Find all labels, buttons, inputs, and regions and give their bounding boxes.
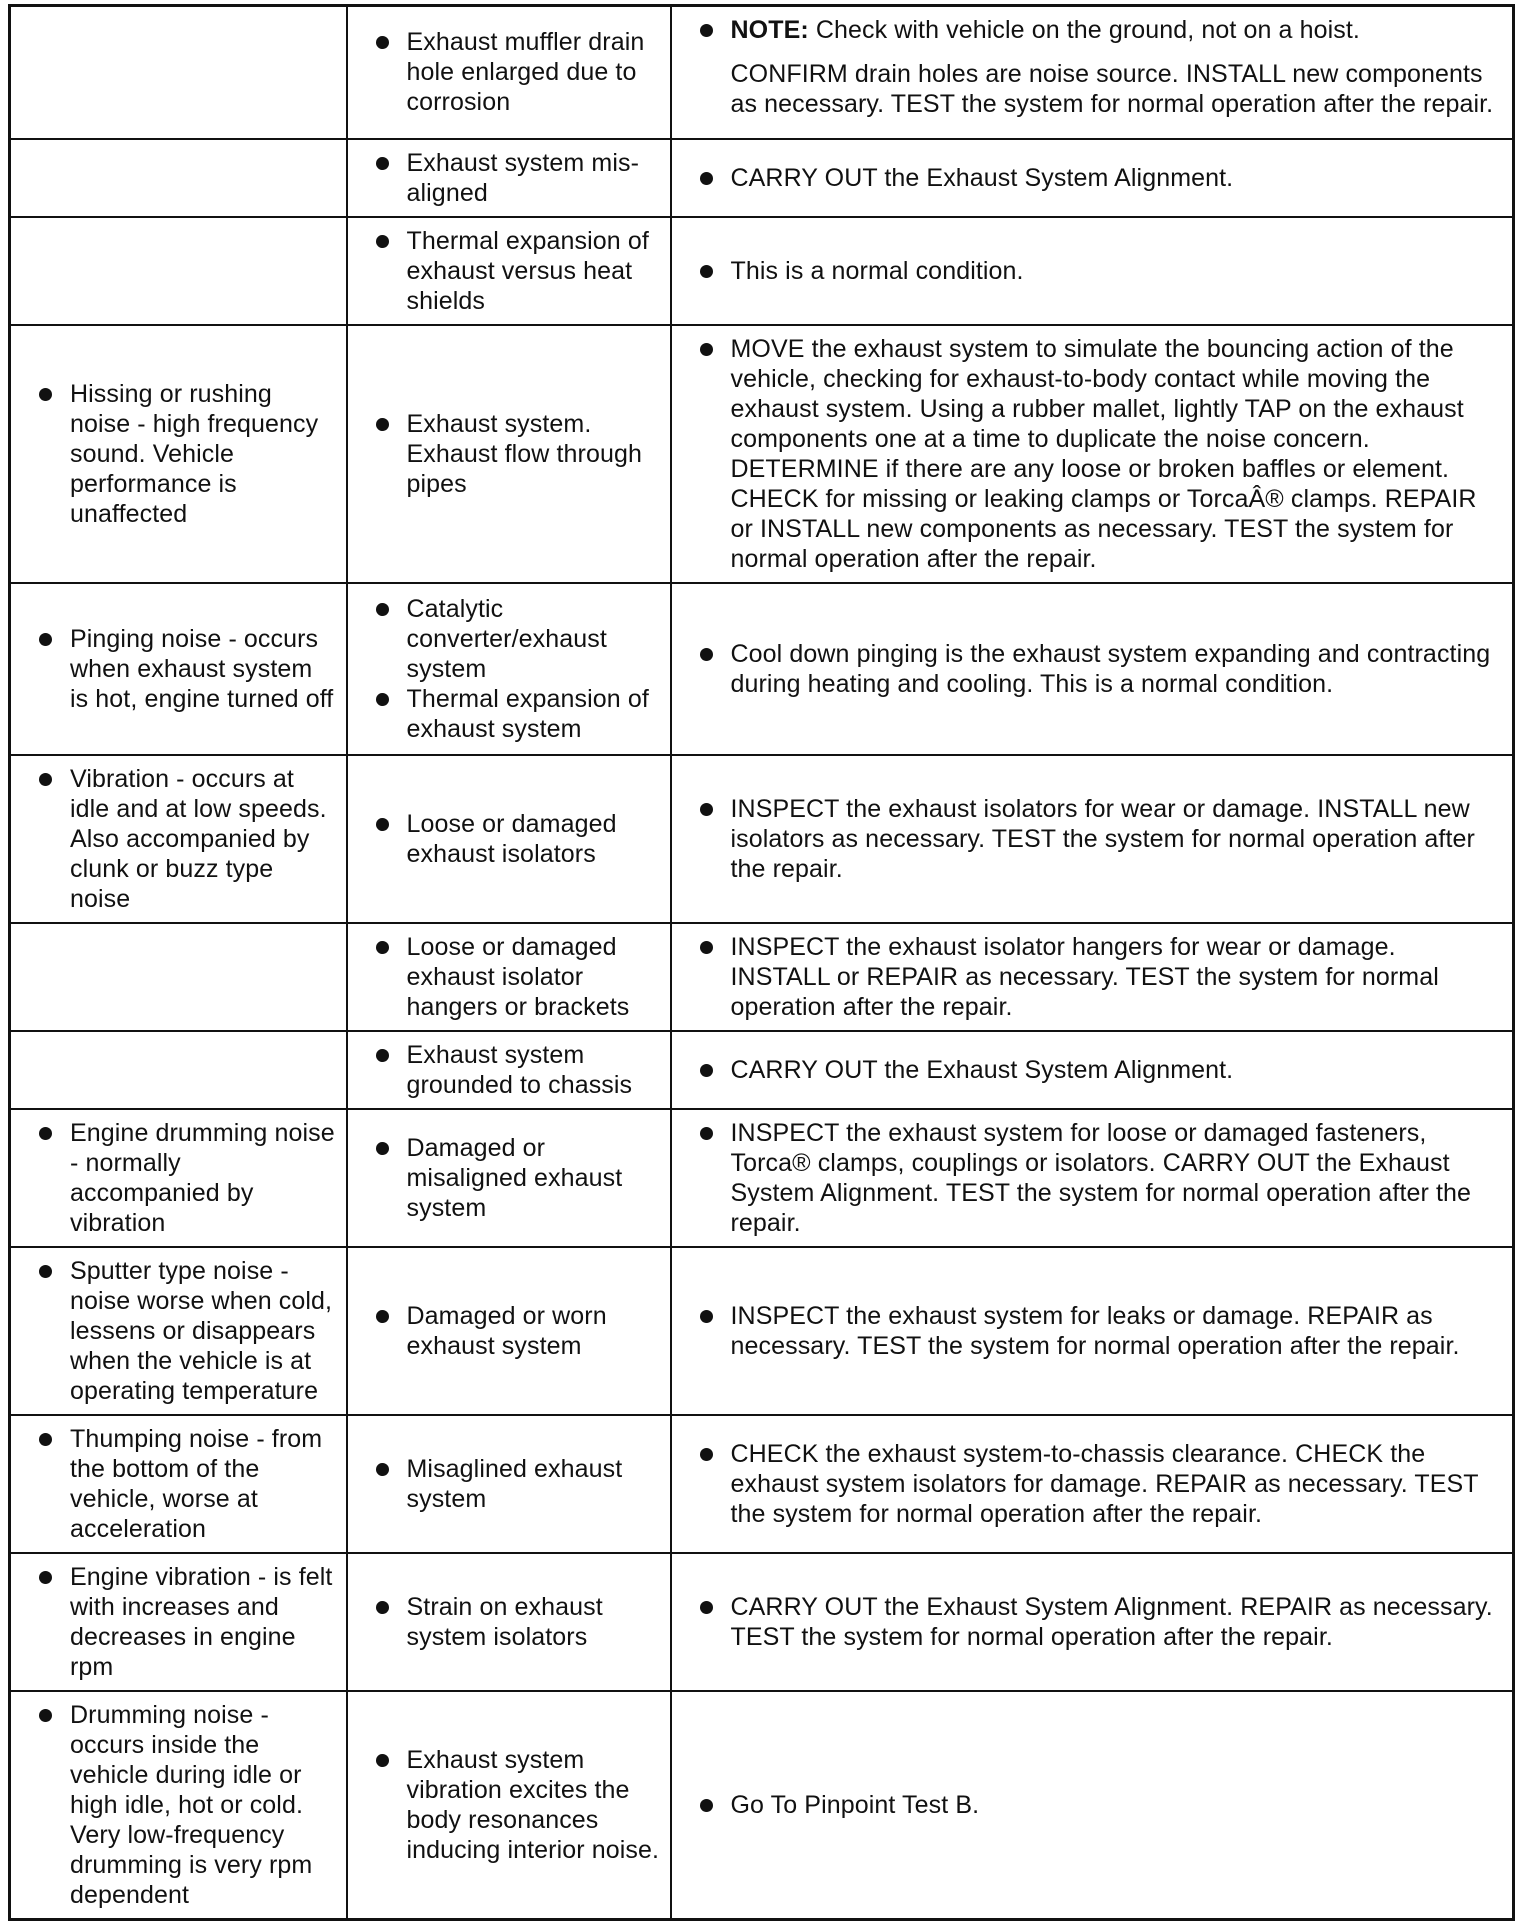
source-item: Loose or damaged exhaust isolator hangers or brackets (374, 932, 660, 1022)
diagnosis-table (8, 4, 1515, 1921)
source-cell (347, 325, 671, 583)
table-row (10, 217, 1514, 325)
symptom-item: Drumming noise - occurs inside the vehicle during idle or high idle, hot or cold. Very low-frequency drumming is very rpm dependent (37, 1700, 336, 1910)
action-item (698, 15, 1503, 119)
symptom-cell (10, 1691, 347, 1920)
source-item: Strain on exhaust system isolators (374, 1592, 660, 1652)
source-cell (347, 1553, 671, 1691)
source-item: Exhaust system grounded to chassis (374, 1040, 660, 1100)
action-cell (671, 923, 1514, 1031)
symptom-item: Pinging noise - occurs when exhaust system is hot, engine turned off (37, 624, 336, 714)
source-cell (347, 217, 671, 325)
source-cell (347, 1109, 671, 1247)
table-row (10, 923, 1514, 1031)
action-item: CARRY OUT the Exhaust System Alignment. (698, 1055, 1503, 1085)
table-row (10, 583, 1514, 755)
action-cell (671, 1247, 1514, 1415)
symptom-cell (10, 1031, 347, 1109)
source-cell (347, 1031, 671, 1109)
action-cell (671, 325, 1514, 583)
action-item: INSPECT the exhaust system for loose or damaged fasteners, Torca® clamps, couplings or isolators. CARRY OUT the Exhaust System Alignment. TEST the system for normal operation after the repair. (698, 1118, 1503, 1238)
table-row (10, 1247, 1514, 1415)
source-item: Thermal expansion of exhaust versus heat shields (374, 226, 660, 316)
symptom-cell (10, 755, 347, 923)
action-item: CARRY OUT the Exhaust System Alignment. (698, 163, 1503, 193)
action-item: Go To Pinpoint Test B. (698, 1790, 1503, 1820)
action-cell (671, 583, 1514, 755)
symptom-item: Engine drumming noise - normally accompanied by vibration (37, 1118, 336, 1238)
source-item: Exhaust system. Exhaust flow through pipes (374, 409, 660, 499)
source-cell (347, 139, 671, 217)
action-item: MOVE the exhaust system to simulate the bouncing action of the vehicle, checking for exhaust-to-body contact while moving the exhaust system. Using a rubber mallet, lightly TAP on the exhaust components one at a time to duplicate the noise concern. DETERMINE if there are any loose or broken baffles or element. CHECK for missing or leaking clamps or TorcaÂ® clamps. REPAIR or INSTALL new components as necessary. TEST the system for normal operation after the repair. (698, 334, 1503, 574)
action-item: CHECK the exhaust system-to-chassis clearance. CHECK the exhaust system isolators for damage. REPAIR as necessary. TEST the system for normal operation after the repair. (698, 1439, 1503, 1529)
table-row (10, 1031, 1514, 1109)
action-cell (671, 217, 1514, 325)
symptom-cell (10, 325, 347, 583)
symptom-cell (10, 1109, 347, 1247)
action-cell (671, 6, 1514, 139)
table-row (10, 1691, 1514, 1920)
table-row (10, 1415, 1514, 1553)
source-item: Misaglined exhaust system (374, 1454, 660, 1514)
table-row (10, 325, 1514, 583)
symptom-item: Vibration - occurs at idle and at low speeds. Also accompanied by clunk or buzz type noise (37, 764, 336, 914)
symptom-item: Engine vibration - is felt with increases and decreases in engine rpm (37, 1562, 336, 1682)
source-item: Damaged or misaligned exhaust system (374, 1133, 660, 1223)
action-cell (671, 1415, 1514, 1553)
source-cell (347, 1415, 671, 1553)
table-row (10, 1553, 1514, 1691)
source-item: Thermal expansion of exhaust system (374, 684, 660, 744)
source-cell (347, 923, 671, 1031)
table-row (10, 6, 1514, 139)
source-item: Exhaust system mis-aligned (374, 148, 660, 208)
source-item: Loose or damaged exhaust isolators (374, 809, 660, 869)
source-item: Exhaust muffler drain hole enlarged due to corrosion (374, 27, 660, 117)
symptom-cell (10, 1247, 347, 1415)
action-item: INSPECT the exhaust isolators for wear or damage. INSTALL new isolators as necessary. TEST the system for normal operation after the repair. (698, 794, 1503, 884)
symptom-cell (10, 923, 347, 1031)
action-cell (671, 1691, 1514, 1920)
symptom-item: Sputter type noise - noise worse when cold, lessens or disappears when the vehicle is at operating temperature (37, 1256, 336, 1406)
note-text: Check with vehicle on the ground, not on a hoist. (808, 16, 1360, 44)
symptom-item: Hissing or rushing noise - high frequency sound. Vehicle performance is unaffected (37, 379, 336, 529)
table-row (10, 1109, 1514, 1247)
symptom-cell (10, 1415, 347, 1553)
source-cell (347, 6, 671, 139)
action-item: Cool down pinging is the exhaust system expanding and contracting during heating and cooling. This is a normal condition. (698, 639, 1503, 699)
source-cell (347, 583, 671, 755)
action-item: This is a normal condition. (698, 256, 1503, 286)
action-cell (671, 755, 1514, 923)
symptom-cell (10, 6, 347, 139)
symptom-cell (10, 217, 347, 325)
action-item: INSPECT the exhaust system for leaks or damage. REPAIR as necessary. TEST the system for normal operation after the repair. (698, 1301, 1503, 1361)
table-row (10, 139, 1514, 217)
source-item: Catalytic converter/exhaust system (374, 594, 660, 684)
action-item: INSPECT the exhaust isolator hangers for wear or damage. INSTALL or REPAIR as necessary. TEST the system for normal operation after the repair. (698, 932, 1503, 1022)
source-cell (347, 1247, 671, 1415)
symptom-cell (10, 139, 347, 217)
action-text: CONFIRM drain holes are noise source. INSTALL new components as necessary. TEST the system for normal operation after the repair. (730, 60, 1494, 118)
action-item: CARRY OUT the Exhaust System Alignment. REPAIR as necessary. TEST the system for normal operation after the repair. (698, 1592, 1503, 1652)
source-item: Exhaust system vibration excites the body resonances inducing interior noise. (374, 1745, 660, 1865)
source-item: Damaged or worn exhaust system (374, 1301, 660, 1361)
action-cell (671, 1109, 1514, 1247)
symptom-item: Thumping noise - from the bottom of the vehicle, worse at acceleration (37, 1424, 336, 1544)
action-cell (671, 1031, 1514, 1109)
source-cell (347, 1691, 671, 1920)
action-cell (671, 139, 1514, 217)
note-label: NOTE: (730, 16, 809, 44)
symptom-cell (10, 1553, 347, 1691)
table-row (10, 755, 1514, 923)
source-cell (347, 755, 671, 923)
action-cell (671, 1553, 1514, 1691)
symptom-cell (10, 583, 347, 755)
